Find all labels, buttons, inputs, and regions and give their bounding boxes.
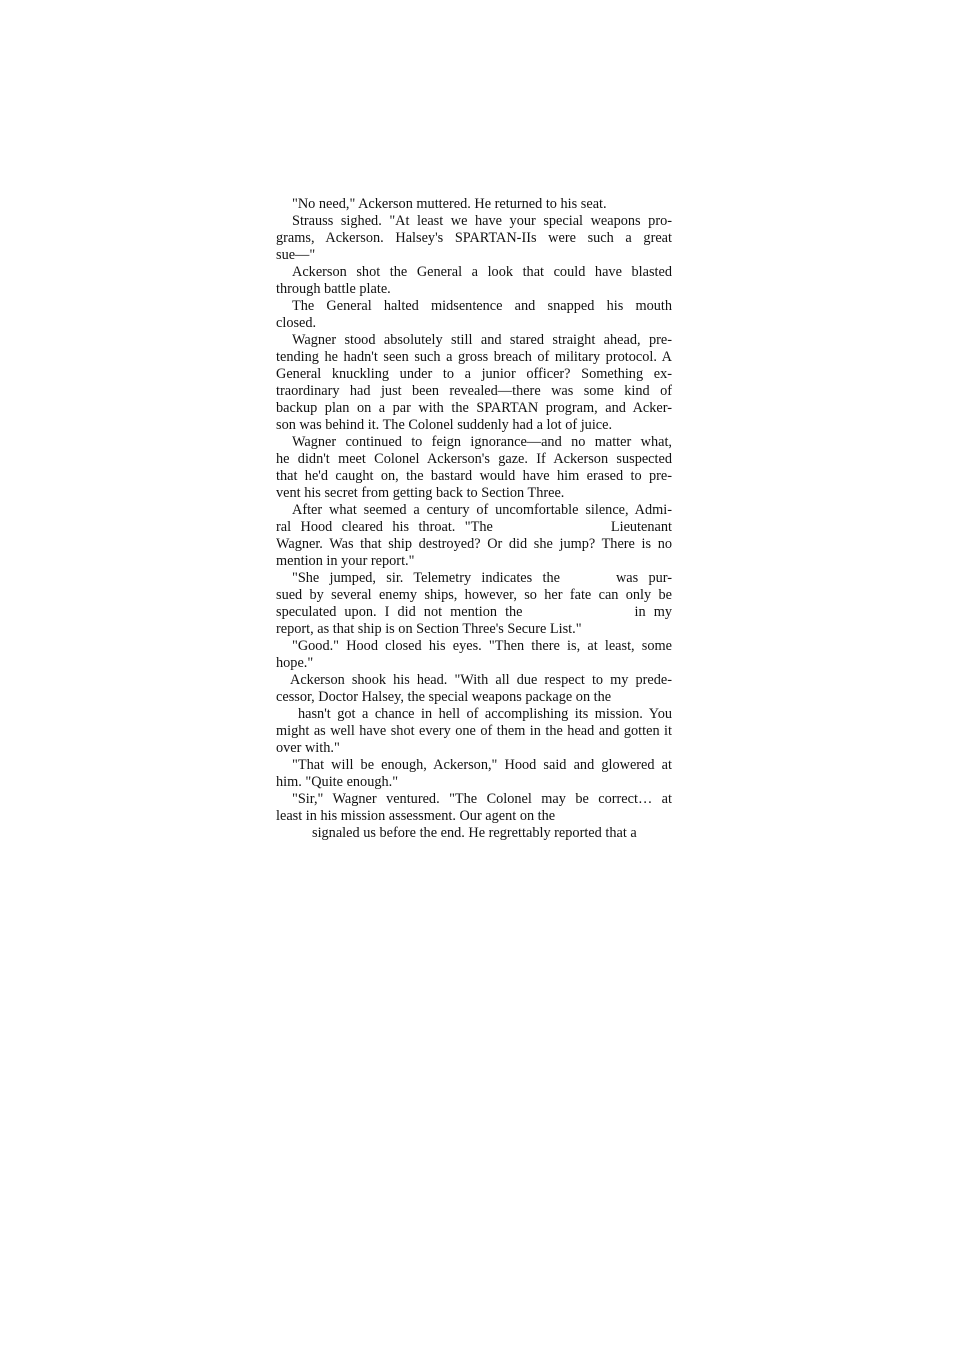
line-text-tail: Lieutenant: [610, 519, 672, 535]
line-text: grams, Ackerson. Halsey's SPARTAN-IIs were such a great: [276, 230, 672, 246]
text-line: [276, 774, 672, 791]
text-line: [276, 281, 672, 298]
line-text: ral Hood cleared his throat. "The: [276, 519, 493, 535]
text-line: [276, 366, 672, 383]
line-text: closed.: [276, 315, 317, 331]
line-text: "Good." Hood closed his eyes. "Then there is, at least, some: [292, 638, 672, 654]
text-line: [276, 706, 672, 723]
text-line: [276, 519, 672, 536]
line-text: hope.": [276, 655, 314, 671]
line-text: over with.": [276, 740, 340, 756]
text-line: [276, 264, 672, 281]
line-text: son was behind it. The Colonel suddenly had a lot of juice.: [276, 417, 613, 433]
text-line: [276, 451, 672, 468]
text-line: [276, 400, 672, 417]
text-line: [276, 825, 672, 842]
line-text: "Sir," Wagner ventured. "The Colonel may be correct… at: [292, 791, 672, 807]
text-line: [276, 655, 672, 672]
line-text-tail: in my: [634, 604, 672, 620]
line-text: Wagner. Was that ship destroyed? Or did she jump? There is no: [276, 536, 672, 552]
text-line: [276, 621, 672, 638]
line-text: Wagner stood absolutely still and stared straight ahead, pre-: [292, 332, 672, 348]
line-text: that he'd caught on, the bastard would have him erased to pre-: [276, 468, 672, 484]
text-line: [276, 417, 672, 434]
line-text: mention in your report.": [276, 553, 415, 569]
line-text: sued by several enemy ships, however, so her fate can only be: [276, 587, 672, 603]
line-text: report, as that ship is on Section Three's Secure List.": [276, 621, 582, 637]
line-text: vent his secret from getting back to Section Three.: [276, 485, 565, 501]
text-line: [276, 553, 672, 570]
line-text: traordinary had just been revealed—there was some kind of: [276, 383, 672, 399]
line-text: After what seemed a century of uncomfortable silence, Admi-: [292, 502, 672, 518]
line-text: Wagner continued to feign ignorance—and no matter what,: [292, 434, 672, 450]
text-line: [276, 570, 672, 587]
text-line: [276, 434, 672, 451]
line-text: Ackerson shot the General a look that could have blasted: [292, 264, 672, 280]
line-text: might as well have shot every one of them in the head and gotten it: [276, 723, 672, 739]
text-line: [276, 723, 672, 740]
text-line: [276, 536, 672, 553]
text-line: [276, 247, 672, 264]
text-line: [276, 196, 672, 213]
line-text: "No need," Ackerson muttered. He returned to his seat.: [292, 196, 607, 212]
line-text: The General halted midsentence and snapped his mouth: [292, 298, 672, 314]
text-line: [276, 502, 672, 519]
text-line: [276, 638, 672, 655]
line-text: speculated upon. I did not mention the: [276, 604, 523, 620]
line-text: cessor, Doctor Halsey, the special weapons package on the: [276, 689, 612, 705]
text-line: [276, 230, 672, 247]
text-line: [276, 791, 672, 808]
line-text: backup plan on a par with the SPARTAN program, and Acker-: [276, 400, 672, 416]
line-text: through battle plate.: [276, 281, 391, 297]
body-text: [276, 196, 672, 842]
line-text: hasn't got a chance in hell of accomplishing its mission. You: [298, 706, 672, 722]
line-text: signaled us before the end. He regrettably reported that a: [312, 825, 637, 841]
line-text: him. "Quite enough.": [276, 774, 399, 790]
text-line: [276, 587, 672, 604]
text-line: [276, 757, 672, 774]
text-line: [276, 740, 672, 757]
text-line: [276, 672, 672, 689]
text-line: [276, 604, 672, 621]
text-line: [276, 689, 672, 706]
text-line: [276, 468, 672, 485]
line-text-tail: was pur-: [615, 570, 672, 586]
line-text: sue—": [276, 247, 316, 263]
text-line: [276, 315, 672, 332]
text-line: [276, 298, 672, 315]
line-text: least in his mission assessment. Our agent on the: [276, 808, 556, 824]
line-text: General knuckling under to a junior officer? Something ex-: [276, 366, 672, 382]
line-text: he didn't meet Colonel Ackerson's gaze. If Ackerson suspected: [276, 451, 672, 467]
line-text: Strauss sighed. "At least we have your special weapons pro-: [292, 213, 672, 229]
text-line: [276, 213, 672, 230]
line-text: Ackerson shook his head. "With all due respect to my prede-: [290, 672, 672, 688]
text-line: [276, 349, 672, 366]
line-text: "That will be enough, Ackerson," Hood said and glowered at: [292, 757, 672, 773]
text-line: [276, 485, 672, 502]
line-text: tending he hadn't seen such a gross breach of military protocol. A: [276, 349, 672, 365]
line-text: "She jumped, sir. Telemetry indicates the: [292, 570, 560, 586]
text-line: [276, 383, 672, 400]
text-line: [276, 332, 672, 349]
text-line: [276, 808, 672, 825]
